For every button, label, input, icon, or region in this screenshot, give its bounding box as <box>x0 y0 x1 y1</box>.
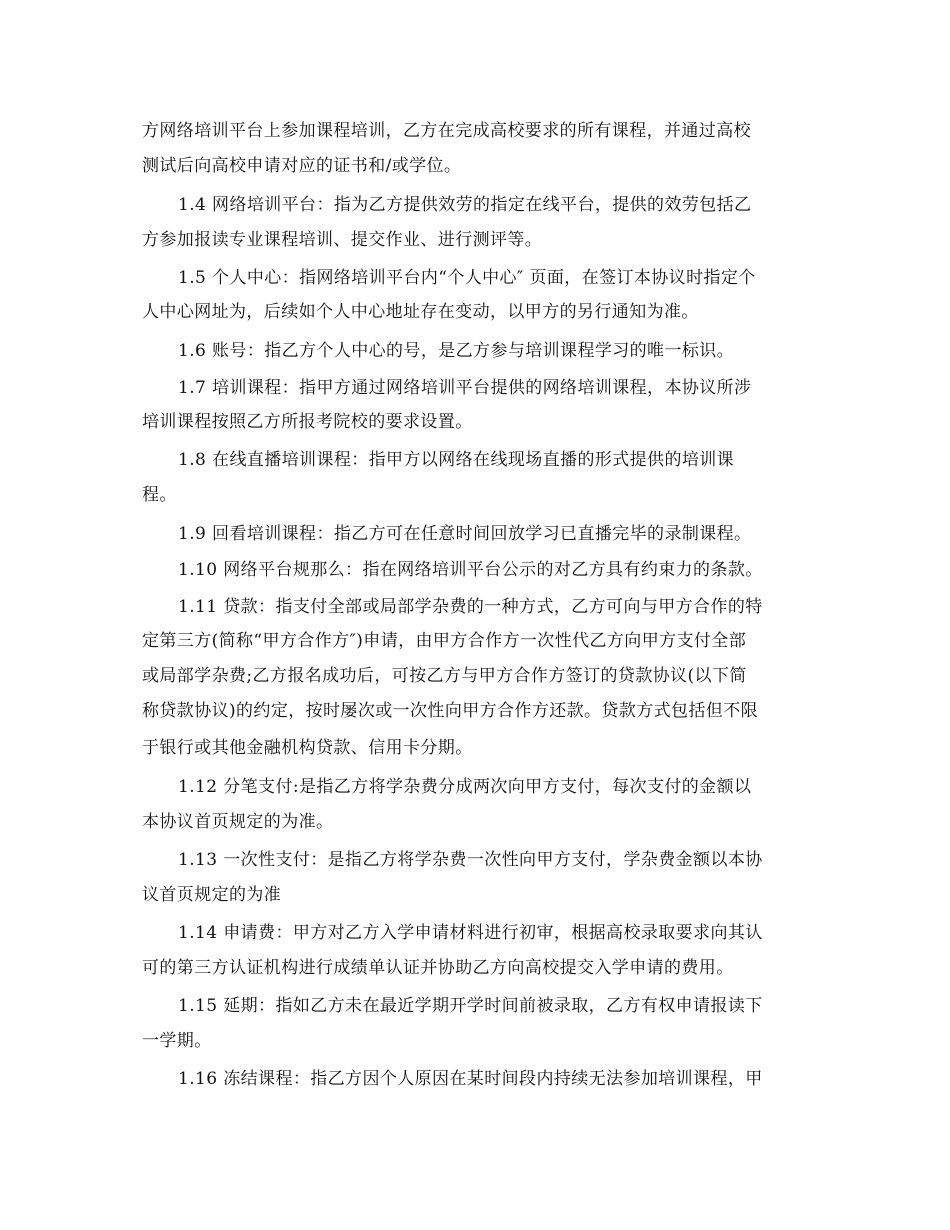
text-line: 程。 <box>142 485 177 505</box>
text-line: 1.7 培训课程：指甲方通过网络培训平台提供的网络培训课程，本协议所涉 <box>178 378 752 398</box>
text-line: 议首页规定的为准 <box>142 885 282 905</box>
text-line: 1.10 网络平台规那么：指在网络培训平台公示的对乙方具有约束力的条款。 <box>178 560 763 580</box>
text-line: 人中心网址为，后续如个人中心地址存在变动，以甲方的另行通知为准。 <box>142 302 699 322</box>
text-line: 方网络培训平台上参加课程培训，乙方在完成高校要求的所有课程，并通过高校 <box>142 121 751 141</box>
text-line: 1.6 账号：指乙方个人中心的号，是乙方参与培训课程学习的唯一标识。 <box>178 341 735 361</box>
text-line: 1.13 一次性支付：是指乙方将学杂费一次性向甲方支付，学杂费金额以本协 <box>178 850 763 870</box>
text-line: 或局部学杂费;乙方报名成功后，可按乙方与甲方合作方签订的贷款协议(以下简 <box>142 666 747 686</box>
text-line: 测试后向高校申请对应的证书和/或学位。 <box>142 156 462 176</box>
text-line: 1.14 申请费：甲方对乙方入学申请材料进行初审，根据高校录取要求向其认 <box>178 923 763 943</box>
text-line: 1.5 个人中心：指网络培训平台内“个人中心″ 页面，在签订本协议时指定个 <box>178 268 756 288</box>
text-line: 一学期。 <box>142 1031 212 1051</box>
text-line: 定第三方(简称“甲方合作方″)申请，由甲方合作方一次性代乙方向甲方支付全部 <box>142 631 747 651</box>
text-line: 1.4 网络培训平台：指为乙方提供效劳的指定在线平台，提供的效劳包括乙 <box>178 195 752 215</box>
text-line: 1.12 分笔支付:是指乙方将学杂费分成两次向甲方支付，每次支付的金额以 <box>178 777 752 797</box>
text-line: 1.9 回看培训课程：指乙方可在任意时间回放学习已直播完毕的录制课程。 <box>178 524 752 544</box>
text-line: 于银行或其他金融机构贷款、信用卡分期。 <box>142 738 473 758</box>
text-line: 1.16 冻结课程：指乙方因个人原因在某时间段内持续无法参加培训课程，甲 <box>178 1069 763 1089</box>
text-line: 本协议首页规定的为准。 <box>142 812 334 832</box>
text-line: 可的第三方认证机构进行成绩单认证并协助乙方向高校提交入学申请的费用。 <box>142 958 734 978</box>
text-line: 方参加报读专业课程培训、提交作业、进行测评等。 <box>142 230 543 250</box>
text-line: 培训课程按照乙方所报考院校的要求设置。 <box>142 412 473 432</box>
text-line: 1.11 贷款：指支付全部或局部学杂费的一种方式，乙方可向与甲方合作的特 <box>178 597 763 617</box>
text-line: 1.15 延期：指如乙方未在最近学期开学时间前被录取，乙方有权申请报读下 <box>178 996 763 1016</box>
text-line: 称贷款协议)的约定，按时屡次或一次性向甲方合作方还款。贷款方式包括但不限 <box>142 701 759 721</box>
text-line: 1.8 在线直播培训课程：指甲方以网络在线现场直播的形式提供的培训课 <box>178 450 735 470</box>
